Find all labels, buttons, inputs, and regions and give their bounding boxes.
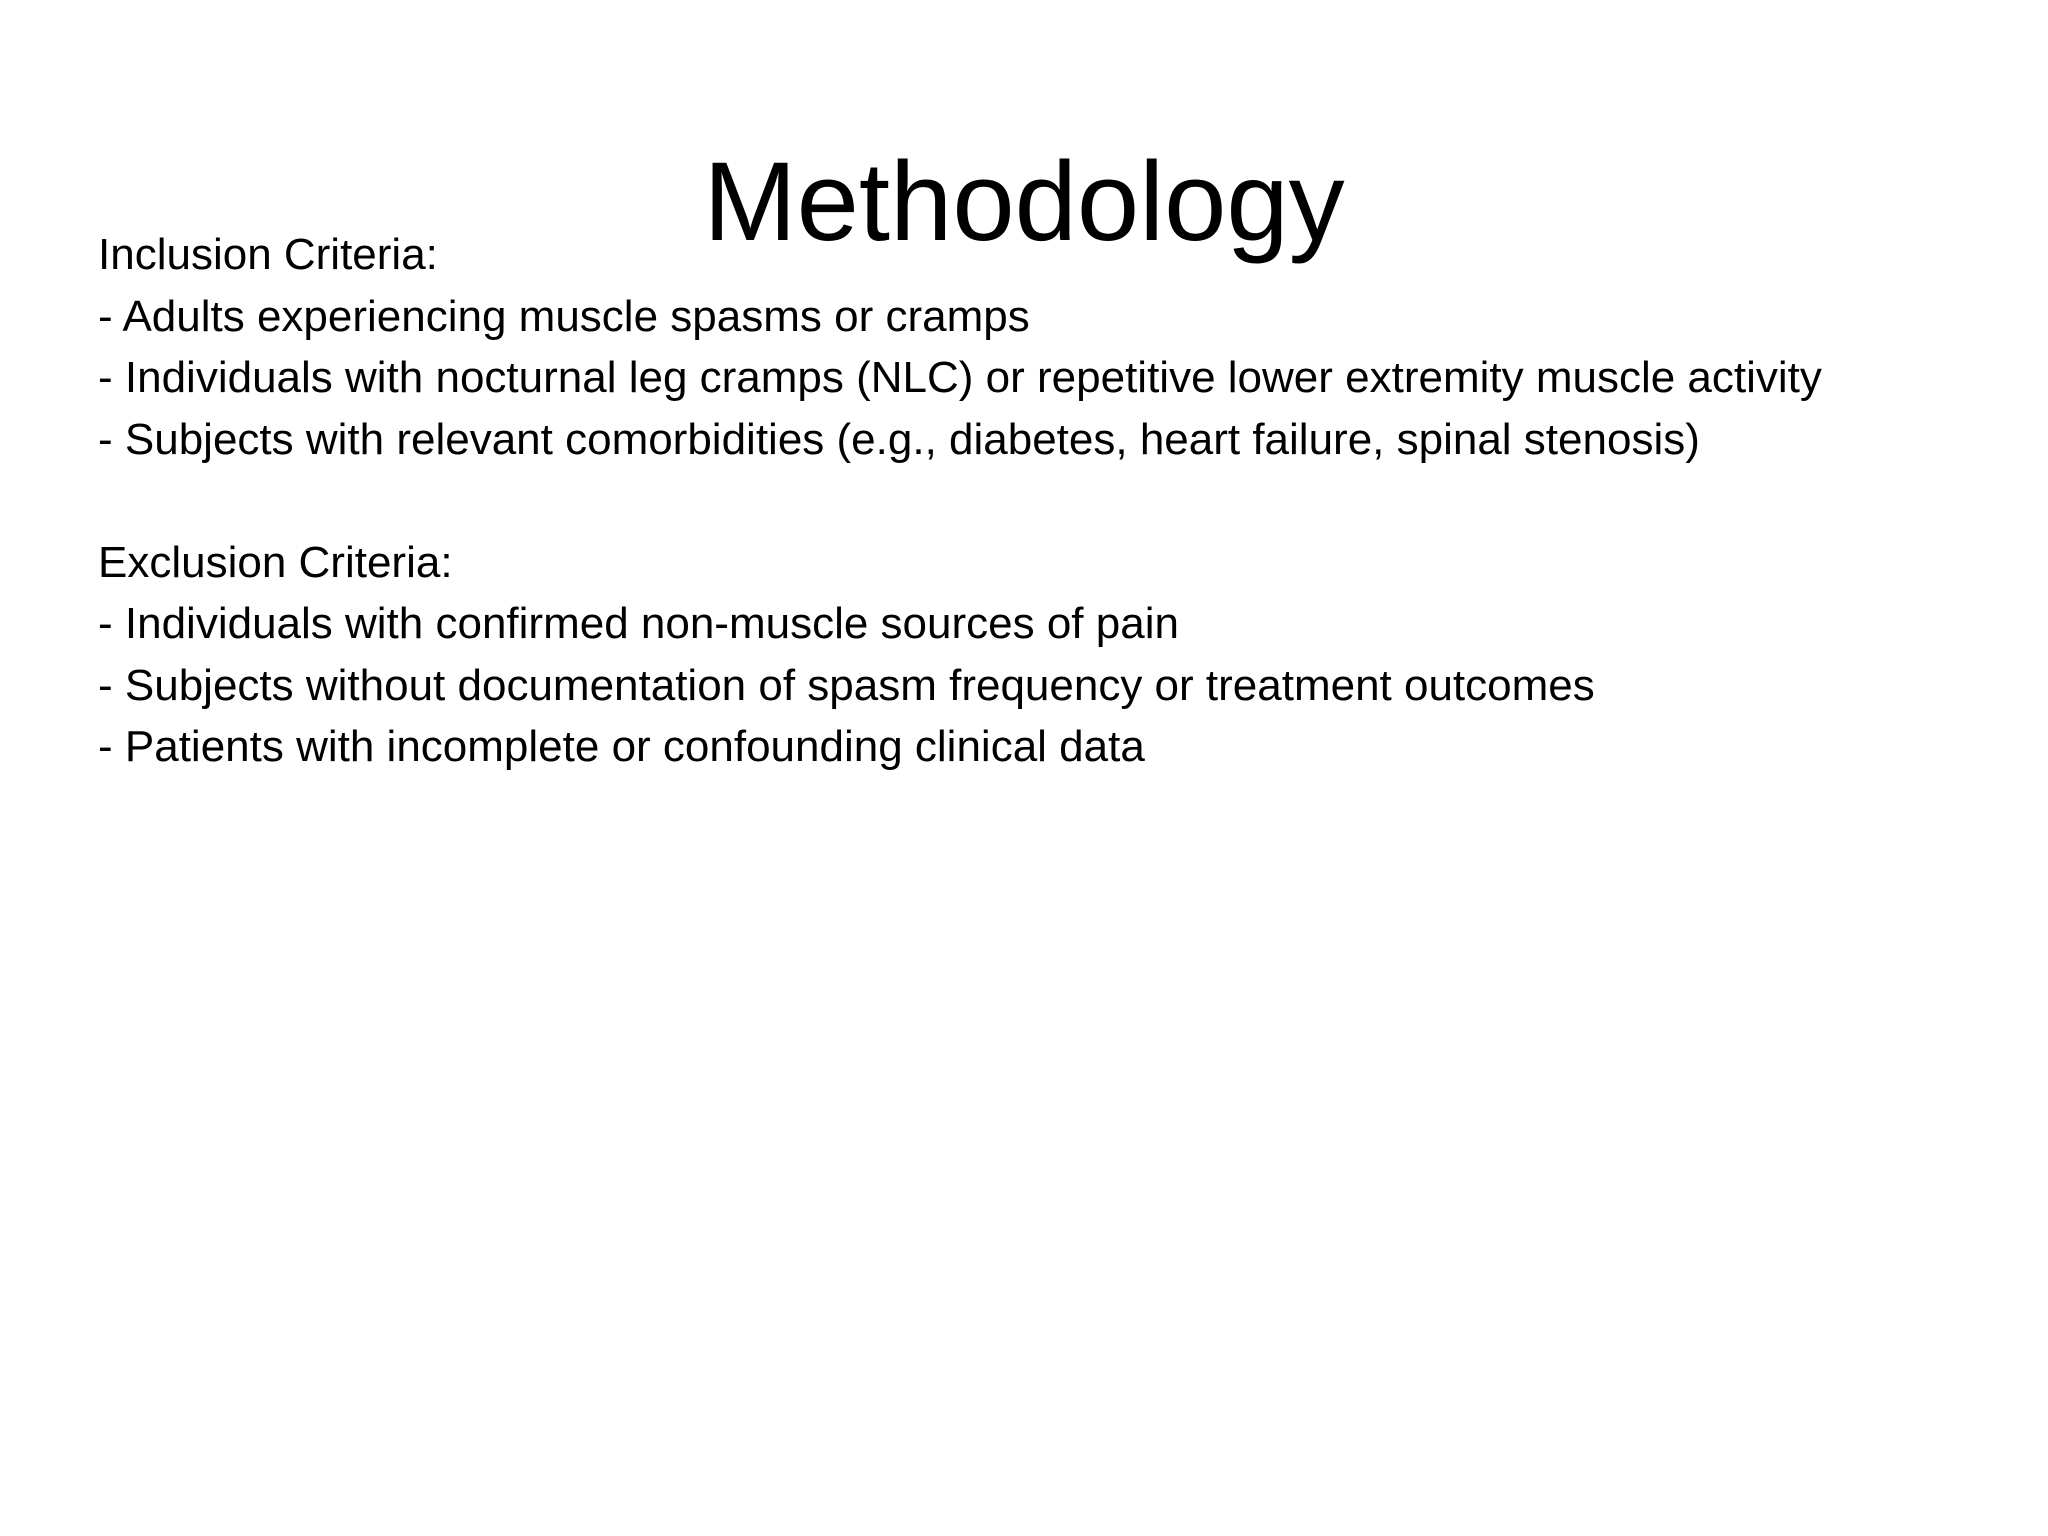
- slide-body: [98, 224, 2018, 778]
- inclusion-item: - Adults experiencing muscle spasms or cramps: [98, 291, 1030, 341]
- slide-title: Methodology: [703, 139, 1345, 264]
- inclusion-item: - Subjects with relevant comorbidities (e.g., diabetes, heart failure, spinal stenosis): [98, 414, 1700, 464]
- exclusion-item: - Subjects without documentation of spasm frequency or treatment outcomes: [98, 660, 1595, 710]
- inclusion-item: - Individuals with nocturnal leg cramps (NLC) or repetitive lower extremity muscle activity: [98, 353, 1822, 402]
- blank-line: [98, 470, 2018, 532]
- exclusion-item: - Patients with incomplete or confounding clinical data: [98, 722, 1145, 771]
- exclusion-heading: Exclusion Criteria:: [98, 537, 453, 587]
- inclusion-heading: Inclusion Criteria:: [98, 230, 438, 279]
- exclusion-item: - Individuals with confirmed non-muscle sources of pain: [98, 599, 1179, 648]
